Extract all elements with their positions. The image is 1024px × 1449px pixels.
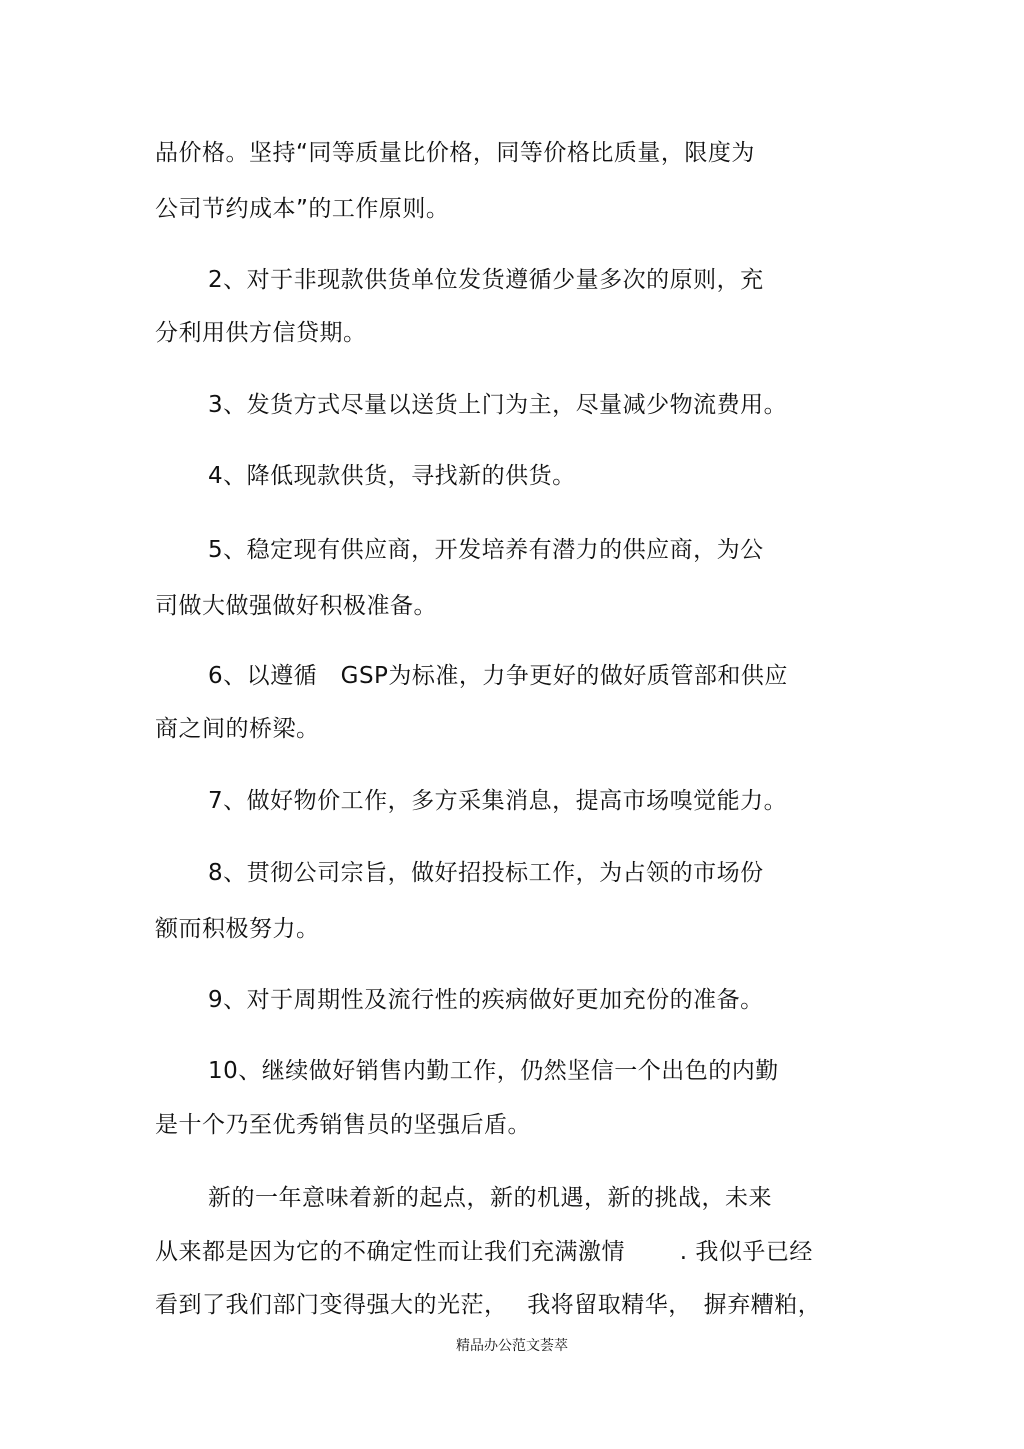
list-item-3: 3、发货方式尽量以送货上门为主，尽量减少物流费用。 <box>208 392 788 418</box>
paragraph-line-3: 看到了我们部门变得强大的光茫， 我将留取精华， 摒弃糟粕， <box>155 1292 822 1318</box>
paragraph-line-2: 从来都是因为它的不确定性而让我们充满激情 . 我似乎已经 <box>155 1239 813 1265</box>
list-item-8-line-1: 8、贯彻公司宗旨，做好招投标工作，为占领的市场份 <box>208 860 764 886</box>
list-item-7: 7、做好物价工作，多方采集消息，提高市场嗅觉能力。 <box>208 788 788 814</box>
list-item-5-line-2: 司做大做强做好积极准备。 <box>155 593 437 619</box>
list-item-2-line-1: 2、对于非现款供货单位发货遵循少量多次的原则，充 <box>208 267 764 293</box>
list-item-4: 4、降低现款供货，寻找新的供货。 <box>208 463 576 489</box>
list-item-2-line-2: 分利用供方信贷期。 <box>155 320 367 346</box>
text-line: 品价格。坚持“同等质量比价格，同等价格比质量，限度为 <box>155 140 755 166</box>
list-item-5-line-1: 5、稳定现有供应商，开发培养有潜力的供应商，为公 <box>208 537 764 563</box>
list-item-10-line-1: 10、继续做好销售内勤工作，仍然坚信一个出色的内勤 <box>208 1058 779 1084</box>
list-item-6-line-1: 6、以遵循 GSP为标准，力争更好的做好质管部和供应 <box>208 663 788 689</box>
paragraph-line-1: 新的一年意味着新的起点，新的机遇，新的挑战，未来 <box>208 1185 772 1211</box>
list-item-10-line-2: 是十个乃至优秀销售员的坚强后盾。 <box>155 1112 531 1138</box>
text-line: 公司节约成本”的工作原则。 <box>155 196 450 222</box>
page-footer: 精品办公范文荟萃 <box>456 1338 568 1354</box>
list-item-6-line-2: 商之间的桥梁。 <box>155 716 320 742</box>
list-item-9: 9、对于周期性及流行性的疾病做好更加充份的准备。 <box>208 987 764 1013</box>
list-item-8-line-2: 额而积极努力。 <box>155 916 320 942</box>
